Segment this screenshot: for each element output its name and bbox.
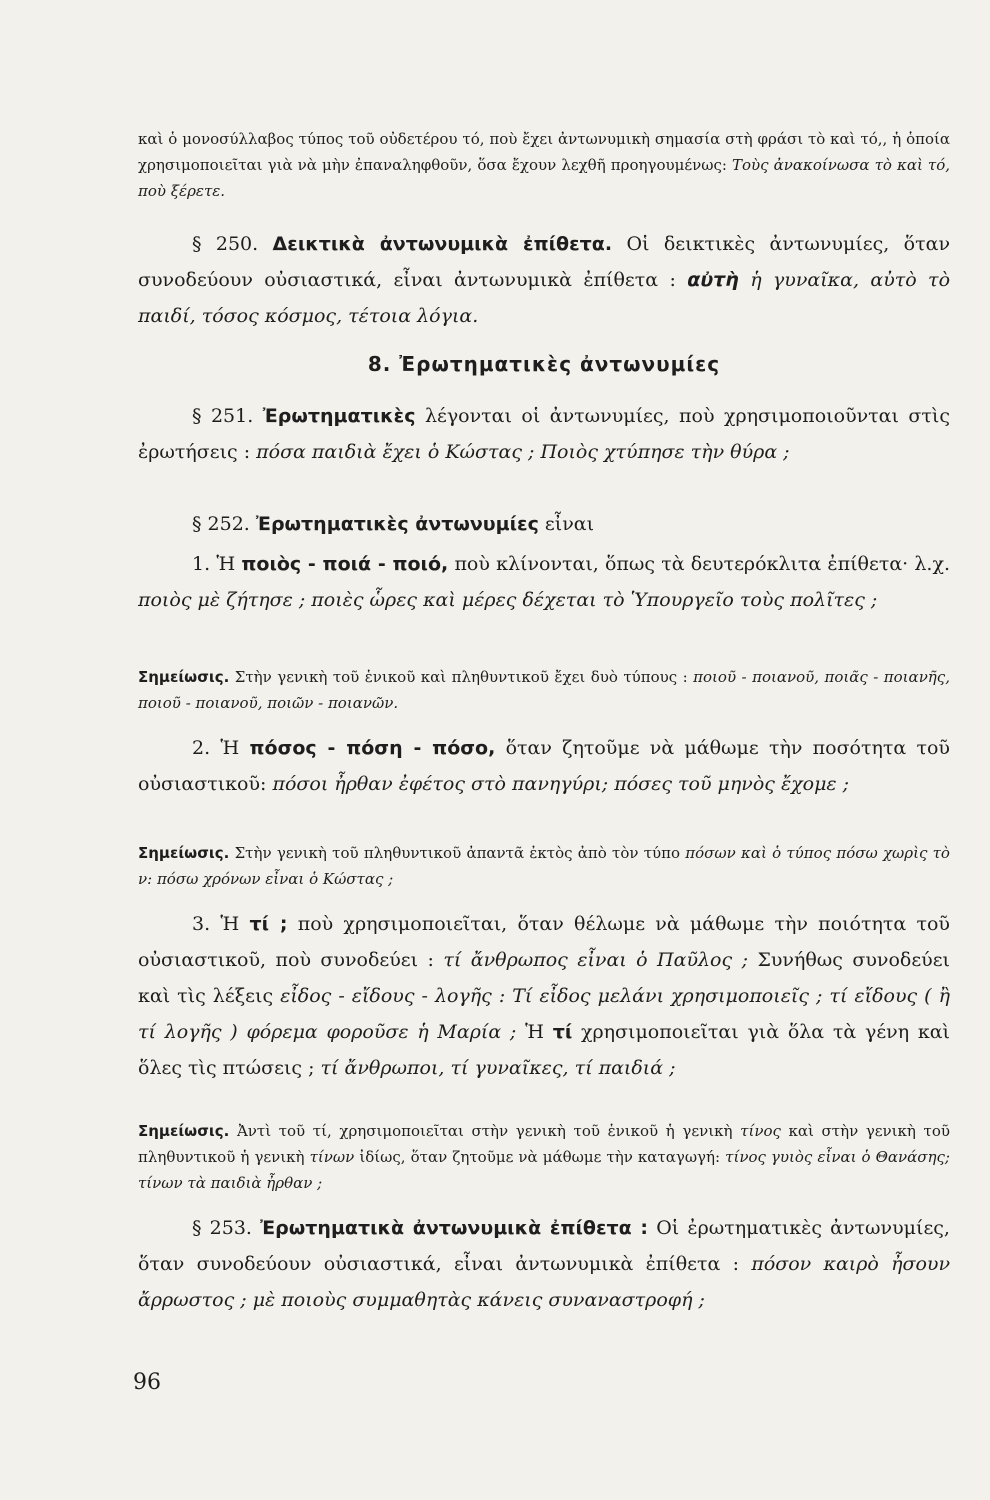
section-252 (138, 506, 950, 542)
item-text: ποὺ χρησιμοποιεῖται, ὅταν θέλωμε νὰ μάθωμε τὴν ποιότητα τοῦ οὐσιαστικοῦ, ποὺ συνοδεύει : (138, 913, 950, 971)
item-forms: ποιὸς - ποιά - ποιό, (241, 553, 449, 575)
note-1 (138, 664, 950, 716)
item-forms: πόσος - πόση - πόσο, (249, 737, 496, 759)
section-251 (138, 398, 950, 470)
section-text: Οἱ δεικτικὲς ἀντωνυμίες, ὅταν συνοδεύουν οὐσιαστικά, εἶναι ἀντωνυμικὰ ἐπίθετα : (138, 233, 950, 291)
item-example: τί ἄνθρωποι, τί γυναῖκες, τί παιδιά ; (320, 1057, 676, 1079)
note-example: τίνος γυιὸς εἶναι ὁ Θανάσης; τίνων τὰ παιδιὰ ἦρθαν ; (138, 1148, 950, 1192)
intro-example: Τοὺς ἀνακοίνωσα τὸ καὶ τό, ποὺ ξέρετε. (138, 156, 951, 200)
item-label: Ἡ (216, 553, 236, 575)
section-title: Δεικτικὰ ἀντωνυμικὰ ἐπίθετα. (272, 233, 613, 255)
item-label: Ἡ (220, 913, 240, 935)
note-text: Ἀντὶ τοῦ τί, χρησιμοποιεῖται στὴν γενικὴ τοῦ ἑνικοῦ ἡ γενικὴ (236, 1122, 733, 1140)
item-number: 3. (192, 913, 211, 935)
item-example: τί ἄνθρωπος εἶναι ὁ Παῦλος ; (443, 949, 748, 971)
section-title: Ἐρωτηματικὲς ἀντωνυμίες (255, 513, 539, 535)
note-example: πόσων καὶ ὁ τύπος πόσω χωρὶς τὸ ν: πόσω χρόνων εἶναι ὁ Κώστας ; (138, 844, 950, 888)
item-example: πόσοι ἦρθαν ἐφέτος στὸ πανηγύρι; πόσες τοῦ μηνὸς ἔχομε ; (272, 773, 850, 795)
section-number: § 252. (192, 513, 250, 535)
section-text: Οἱ ἐρωτηματικὲς ἀντωνυμίες, ὅταν συνοδεύουν οὐσιαστικά, εἶναι ἀντωνυμικὰ ἐπίθετα : (138, 1217, 950, 1275)
item-text: Ἡ (525, 1021, 544, 1043)
section-example: πόσον καιρὸ ἦσουν ἄρρωστος ; μὲ ποιοὺς συμμαθητὰς κάνεις συναναστροφή ; (138, 1253, 950, 1311)
section-example: πόσα παιδιὰ ἔχει ὁ Κώστας ; Ποιὸς χτύπησε τὴν θύρα ; (256, 441, 790, 463)
item-text: χρησιμοποιεῖται γιὰ ὅλα τὰ γένη καὶ ὅλες τὶς πτώσεις ; (138, 1021, 950, 1079)
item-forms: τί (552, 1021, 573, 1043)
note-label: Σημείωσις. (138, 668, 230, 686)
item-example: εἶδος - εἴδους - λογῆς : Τί εἶδος μελάνι χρησιμοποιεῖς ; τί εἴδους ( ἢ τί λογῆς ) φόρεμα φοροῦσε ἡ Μαρία ; (138, 985, 950, 1043)
note-3 (138, 1118, 950, 1196)
page-number: 96 (133, 1370, 161, 1395)
section-number: § 253. (192, 1217, 252, 1239)
intro-paragraph (138, 126, 950, 204)
note-text: ἰδίως, ὅταν ζητοῦμε νὰ μάθωμε τὴν καταγωγή: (359, 1148, 721, 1166)
item-label: Ἡ (220, 737, 240, 759)
item-forms: τί ; (249, 913, 288, 935)
section-number: § 251. (192, 405, 254, 427)
section-example: ἡ γυναῖκα, αὐτὸ τὸ παιδί, τόσος κόσμος, τέτοια λόγια. (138, 269, 951, 327)
note-text: Στὴν γενικὴ τοῦ πληθυντικοῦ ἀπαντᾶ ἐκτὸς ἀπὸ τὸν τύπο (234, 844, 681, 862)
section-text: εἶναι (544, 513, 595, 535)
note-label: Σημείωσις. (138, 844, 230, 862)
note-text: καὶ στὴν γενικὴ τοῦ πληθυντικοῦ ἡ γενικὴ (138, 1122, 950, 1166)
section-253 (138, 1210, 950, 1318)
item-1 (138, 546, 950, 618)
note-2 (138, 840, 950, 892)
item-text: ὅταν ζητοῦμε νὰ μάθωμε τὴν ποσότητα τοῦ οὐσιαστικοῦ: (138, 737, 950, 795)
note-label: Σημείωσις. (138, 1122, 230, 1140)
note-example: ποιοῦ - ποιανοῦ, ποιᾶς - ποιανῆς, ποιοῦ - ποιανοῦ, ποιῶν - ποιανῶν. (138, 668, 950, 712)
note-word: τίνος (740, 1122, 781, 1140)
section-250 (138, 226, 950, 334)
intro-text: καὶ ὁ μονοσύλλαβος τύπος τοῦ οὐδετέρου τό, ποὺ ἔχει ἀντωνυμικὴ σημασία στὴ φράσι τὸ καὶ τό,, ἡ ὁποία χρησιμοποιεῖται γιὰ νὰ μὴν ἐπαναληφθοῦν, ὅσα ἔχουν λεχθῆ προηγουμένως: (138, 130, 950, 174)
note-word: τίνων (309, 1148, 355, 1166)
section-heading-8: 8. Ἐρωτηματικὲς ἀντωνυμίες (367, 352, 721, 376)
item-example: ποιὸς μὲ ζήτησε ; ποιὲς ὧρες καὶ μέρες δέχεται τὸ Ὑπουργεῖο τοὺς πολῖτες ; (138, 589, 878, 611)
section-title: Ἐρωτηματικὲς (262, 405, 416, 427)
item-number: 1. (192, 553, 211, 575)
item-text: Συνήθως συνοδεύει καὶ τὶς λέξεις (138, 949, 951, 1007)
item-text: ποὺ κλίνονται, ὅπως τὰ δευτερόκλιτα ἐπίθετα· λ.χ. (454, 553, 951, 575)
example-bold: αὐτὴ (687, 269, 739, 291)
item-number: 2. (192, 737, 211, 759)
item-3 (138, 906, 950, 1086)
section-number: § 250. (192, 233, 259, 255)
note-text: Στὴν γενικὴ τοῦ ἑνικοῦ καὶ πληθυντικοῦ ἔχει δυὸ τύπους : (234, 668, 688, 686)
item-2 (138, 730, 950, 802)
section-title: Ἐρωτηματικὰ ἀντωνυμικὰ ἐπίθετα : (260, 1217, 649, 1239)
section-text: λέγονται οἱ ἀντωνυμίες, ποὺ χρησιμοποιοῦνται στὶς ἐρωτήσεις : (138, 405, 950, 463)
